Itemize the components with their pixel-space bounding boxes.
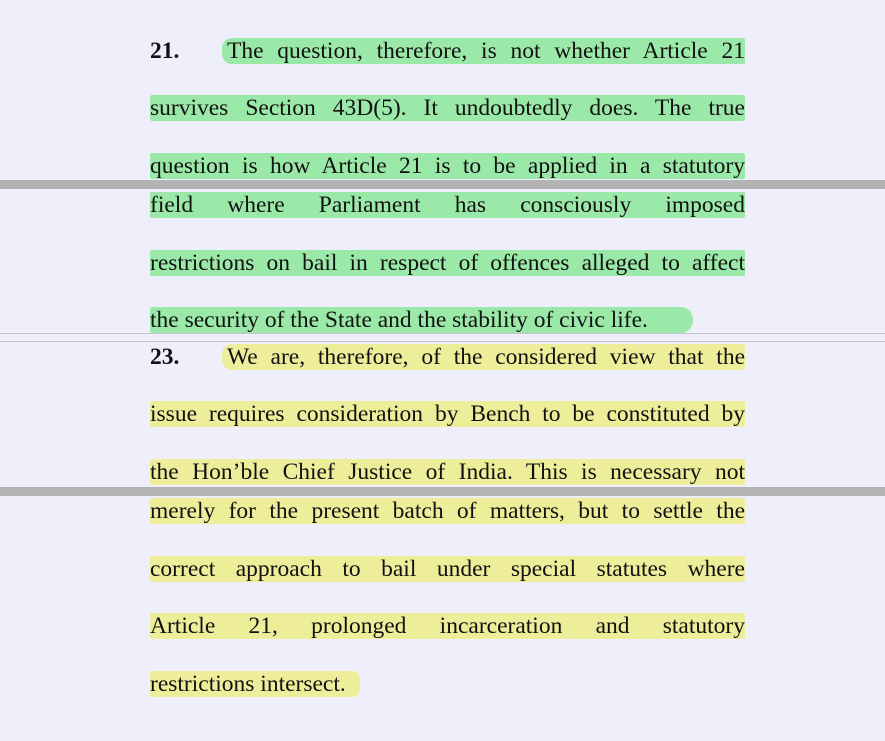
paragraph-line: Article 21, prolonged incarceration and statutory (150, 613, 745, 639)
paragraph-line: restrictions intersect. (150, 671, 346, 697)
paragraph-line: merely for the present batch of matters, but to settle the (150, 498, 745, 524)
paragraph-number: 21. (150, 38, 180, 64)
paragraph-number: 23. (150, 344, 180, 370)
page-break-separator (0, 487, 885, 496)
paragraph-line: survives Section 43D(5). It undoubtedly does. The true (150, 95, 745, 121)
paragraph-line: restrictions on bail in respect of offences alleged to affect (150, 250, 745, 276)
paragraph-line: field where Parliament has consciously imposed (150, 192, 745, 218)
paragraph-line: the security of the State and the stability of civic life. (150, 307, 648, 333)
paragraph-line: We are, therefore, of the considered view that the (227, 344, 745, 370)
paragraph-line: the Hon’ble Chief Justice of India. This is necessary not (150, 459, 745, 485)
paragraph-line: correct approach to bail under special statutes where (150, 556, 745, 582)
page-divider (0, 341, 885, 342)
page-break-separator (0, 180, 885, 189)
page-divider (0, 333, 885, 334)
paragraph-line: question is how Article 21 is to be applied in a statutory (150, 153, 745, 179)
paragraph-line: The question, therefore, is not whether Article 21 (227, 38, 745, 64)
paragraph-line: issue requires consideration by Bench to be constituted by (150, 401, 745, 427)
